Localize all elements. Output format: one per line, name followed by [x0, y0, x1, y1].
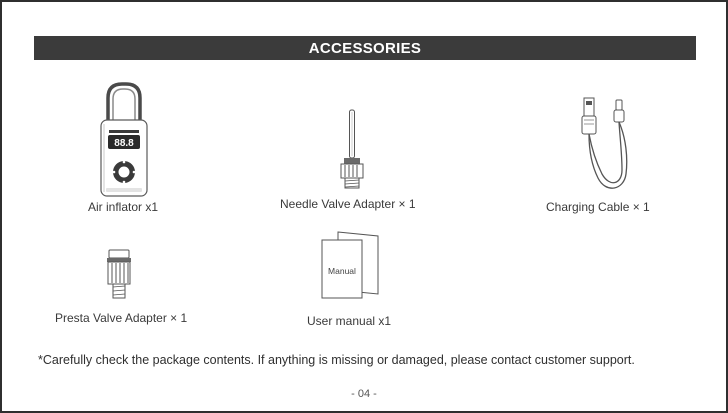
presta-valve-adapter-icon: [104, 248, 134, 309]
package-check-note: *Carefully check the package contents. If anything is missing or damaged, please contact customer support.: [38, 353, 635, 367]
caption-presta-valve-adapter: Presta Valve Adapter × 1: [55, 311, 188, 325]
air-inflator-icon: [96, 80, 152, 203]
needle-valve-adapter-icon: [338, 108, 366, 197]
section-header-bar: [34, 36, 696, 60]
caption-needle-valve-adapter: Needle Valve Adapter × 1: [280, 197, 416, 211]
manual-cover-text: Manual: [328, 266, 356, 276]
display-readout: 88.8: [114, 138, 134, 149]
user-manual-icon: [320, 230, 384, 305]
page-number: - 04 -: [351, 388, 377, 400]
charging-cable-icon: [576, 94, 638, 199]
caption-user-manual: User manual x1: [307, 314, 392, 328]
section-title: ACCESSORIES: [308, 39, 422, 57]
caption-air-inflator: Air inflator x1: [88, 200, 159, 214]
caption-charging-cable: Charging Cable × 1: [546, 200, 650, 214]
